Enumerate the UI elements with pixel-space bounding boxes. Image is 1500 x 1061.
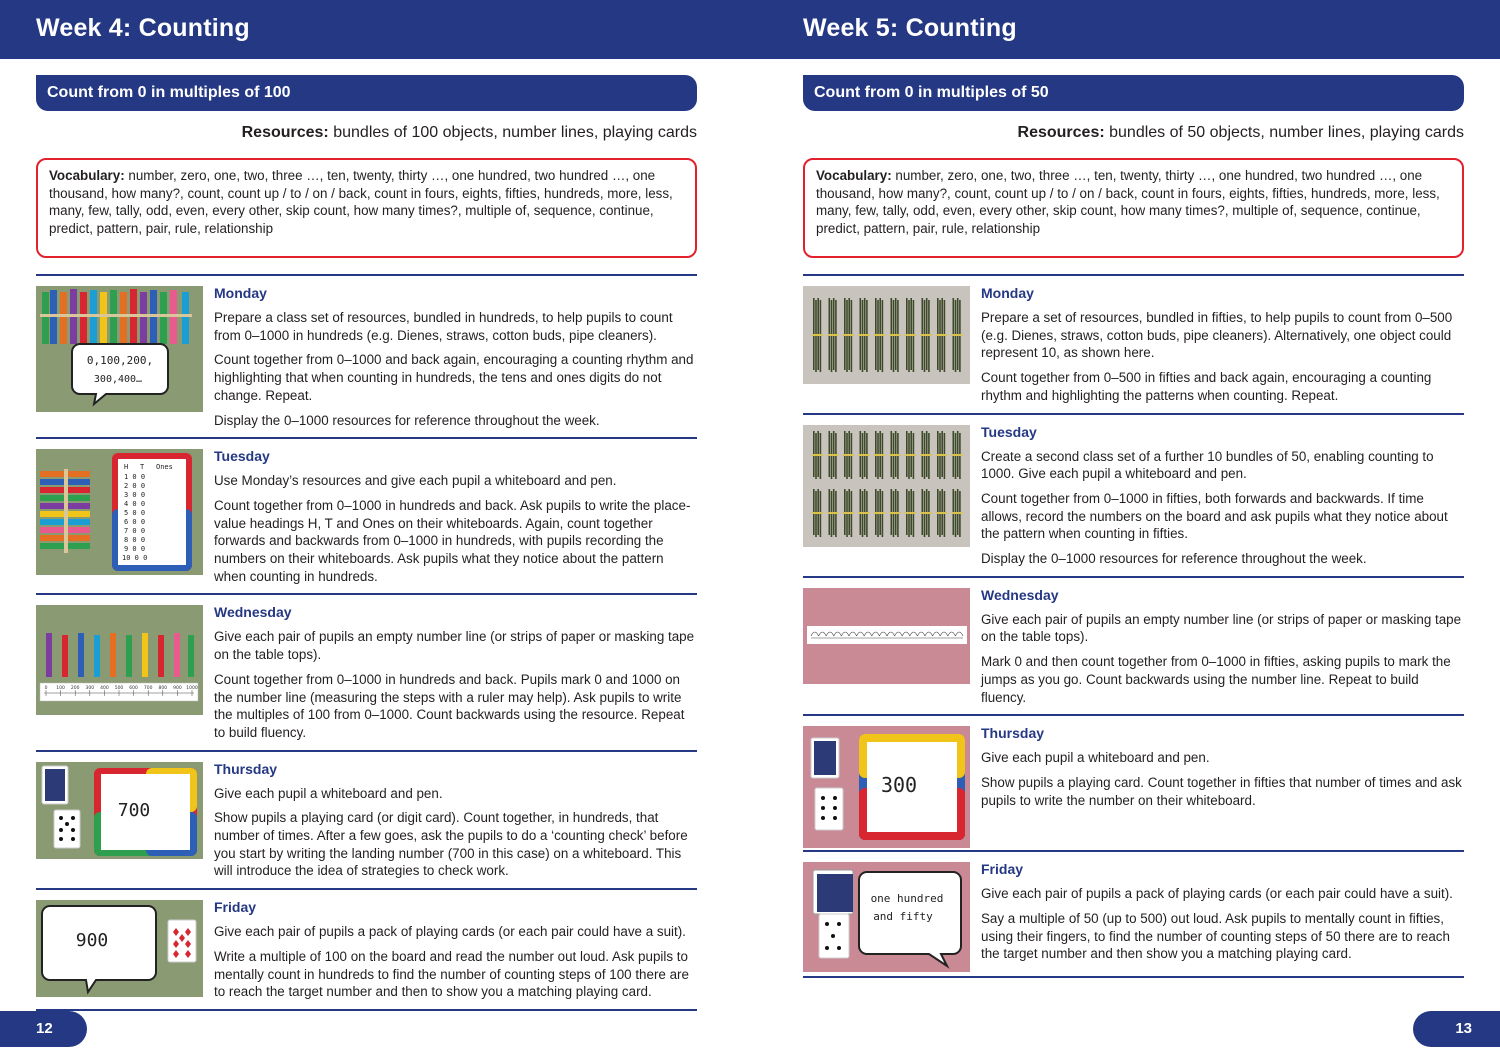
bundle-band [905,454,916,456]
day-paragraph: Prepare a set of resources, bundled in fifties, to help pupils to count from 0–500 (e.g. Dienes, straws, cotton buds, pipe cleaners). Alternatively, one object could represent 10, as shown here. [981,310,1453,361]
friday-photo [803,862,970,972]
day-text-friday [214,890,697,1009]
day-paragraph: Show pupils a playing card (or digit card). Count together, in hundreds, that number of times. After a few goes, ask the pupils to do a ‘counting check’ before you start by writing the landing number (700 in this case) on a whiteboard. This will introduce the idea of strategies to check work. [214,810,688,879]
resources-text: bundles of 50 objects, number lines, playing cards [1109,124,1464,141]
thursday-photo [36,762,203,859]
tuesday-header-h: H [124,463,129,472]
monday-photo [36,286,203,412]
tuesday-row: 7 0 0 [124,527,146,536]
day-section-thursday [36,752,697,891]
thursday-board-number: 300 [880,773,918,798]
bundle-band [874,454,885,456]
resources-line [803,123,1464,143]
resources-label: Resources: [241,124,329,141]
day-paragraph: Prepare a class set of resources, bundled in hundreds, to help pupils to count from 0–1000 in hundreds (e.g. Dienes, straws, cotton buds, pipe cleaners). [214,310,673,343]
bundle-band [890,512,901,514]
number-line-tick-label: 0 [44,686,48,692]
vocabulary-box [36,158,697,258]
day-text-monday [981,276,1464,413]
bundle-band [874,512,885,514]
bundle-band [921,334,932,336]
bundle-band [936,334,947,336]
tuesday-row: 5 0 0 [124,509,146,518]
day-section-thursday [803,716,1464,852]
tuesday-header-t: T [140,463,145,472]
resources-text: bundles of 100 objects, number lines, playing cards [333,124,697,141]
day-section-friday [803,852,1464,978]
friday-bubble-number: 900 [75,930,109,952]
day-text-thursday [981,716,1464,850]
bundle-band [921,512,932,514]
bundle-band [812,454,823,456]
tuesday-row: 8 0 0 [124,536,146,545]
bundles-photo [36,286,203,412]
whiteboard-cards-photo [803,726,970,848]
day-paragraph: Count together from 0–500 in fifties and back again, encouraging a counting rhythm and highlighting the patterns when counting. Repeat. [981,370,1432,403]
speech-bubble-card-photo [36,900,203,997]
day-heading: Monday [214,285,267,301]
day-heading: Friday [214,899,257,916]
number-line-tick-label: 500 [114,686,124,692]
number-line-tick-label: 800 [158,686,168,692]
day-paragraph: Write a multiple of 100 on the board and read the number out loud. Ask pupils to mentally count in hundreds to find the number of counting steps of 100 there are to reach the target number and then to show you a matching playing card. [214,948,689,1000]
day-paragraph: Give each pupil a whiteboard and pen. [214,785,443,801]
day-heading: Tuesday [214,448,270,465]
day-paragraph: Display the 0–1000 resources for reference throughout the week. [981,551,1367,567]
bundle-band [952,334,963,336]
day-text-monday [214,276,697,437]
left-page [36,59,697,1011]
thursday-photo [803,726,970,848]
number-line-tick-label: 900 [173,686,182,692]
monday-photo [803,286,970,384]
vocabulary-text: number, zero, one, two, three …, ten, twenty, thirty …, one hundred, two hundred …, one thousand, how many?, count, count up / to / on / back, count in fours, eights, fifties, hundreds, more, less, many, few, tally, odd, even, every other, skip count, how many times?, multiple of, sequence, continue, predict, pattern, pair, rule, relationship [49,168,673,237]
day-text-tuesday [214,439,697,593]
tuesday-photo [36,449,203,575]
whiteboard-cards-photo [36,762,203,859]
stick-bundles-two-rows-photo [803,425,970,547]
day-paragraph: Show pupils a playing card. Count together in fifties that number of times and ask pupils to write the number on their whiteboard. [981,774,1462,808]
vocabulary-label: Vocabulary: [816,168,892,183]
tuesday-row: 4 0 0 [124,500,146,509]
stick-bundles-photo [803,286,970,384]
day-paragraph: Say a multiple of 50 (up to 500) out loud. Ask pupils to mentally count in fifties, using their fingers, to find the number of counting steps of 50 there are to reach the target number and then show you a matching playing card. [981,910,1450,962]
tuesday-row: 6 0 0 [124,518,146,527]
vocabulary-label: Vocabulary: [49,168,125,183]
day-section-friday [36,890,697,1011]
header-bar [0,0,1500,59]
bundle-band [921,454,932,456]
day-text-wednesday [214,595,697,749]
day-section-wednesday [803,578,1464,717]
bundle-band [936,512,947,514]
day-section-monday [36,276,697,439]
bundle-band [843,512,854,514]
day-paragraph: Count together from 0–1000 in fifties, both forwards and backwards. If time allows, record the numbers on the board and ask pupils what they notice about the pattern when counting in fifties. [981,490,1448,542]
page-number-right: 13 [1413,1011,1500,1047]
week-4-title: Week 4: Counting [36,14,250,42]
tuesday-photo [803,425,970,547]
bundle-band [859,454,870,456]
day-paragraph: Mark 0 and then count together from 0–1000 in fifties, asking pupils to mark the jumps as you go. Count backwards using the number line. Repeat to build fluency. [981,654,1451,705]
day-paragraph: Count together from 0–1000 in hundreds and back. Pupils mark 0 and 1000 on the number line (measuring the steps with a ruler may help). Ask pupils to write the multiples of 100 from 0–1000. Count backwards using the resource. Repeat to build fluency. [214,671,685,740]
tuesday-row: 10 0 0 [122,554,148,563]
thursday-board-number: 700 [117,799,151,821]
number-line-tick-label: 700 [143,686,153,692]
week-5-title: Week 5: Counting [803,14,1017,42]
number-line-tick-label: 400 [100,686,109,692]
day-heading: Friday [981,861,1024,878]
speech-bubble-cards-photo [803,862,970,972]
day-heading: Wednesday [214,604,292,621]
bundle-band [859,334,870,336]
bundle-band [828,334,839,336]
bundle-band [905,334,916,336]
day-section-wednesday [36,595,697,751]
bundle-band [874,334,885,336]
place-value-board-photo [36,449,203,575]
day-paragraph: Use Monday’s resources and give each pupil a whiteboard and pen. [214,473,617,489]
tuesday-row: 2 0 0 [124,482,146,491]
day-paragraph: Give each pair of pupils a pack of playing cards (or each pair could have a suit). [981,886,1453,902]
tuesday-row: 1 0 0 [124,473,146,482]
day-paragraph: Count together from 0–1000 in hundreds and back. Ask pupils to write the place-value headings H, T and Ones on their whiteboards. Again, count together forwards and backwards from 0–1000 in hundreds, with pupils recording the numbers on their whiteboards. Ask pupils what they notice about the pattern when counting in hundreds. [214,497,691,584]
wednesday-photo [36,605,203,715]
day-section-tuesday [36,439,697,595]
resources-label: Resources: [1017,124,1105,141]
day-heading: Thursday [981,725,1045,742]
right-page [803,59,1464,978]
day-list [803,274,1464,978]
bundle-band [843,454,854,456]
bundle-band [843,334,854,336]
day-paragraph: Count together from 0–1000 and back again, encouraging a counting rhythm and highlighting that when counting in hundreds, the tens and ones digits do not change. Repeat. [214,352,694,403]
day-section-monday [803,276,1464,415]
bundle-band [828,454,839,456]
day-paragraph: Display the 0–1000 resources for reference throughout the week. [214,412,600,428]
day-paragraph: Give each pair of pupils a pack of playing cards (or each pair could have a suit). [214,924,686,940]
objective-banner: Count from 0 in multiples of 50 [803,75,1464,111]
number-line-tick-label: 300 [85,686,95,692]
day-heading: Monday [981,285,1034,301]
day-text-wednesday [981,578,1464,715]
monday-bubble-line1: 0,100,200, [86,354,154,367]
bundle-band [952,512,963,514]
number-line-tick-label: 200 [70,686,80,692]
number-line-tick-label: 100 [56,686,65,692]
number-line-tick-label: 600 [129,686,138,692]
tuesday-row: 9 0 0 [124,545,146,554]
bundle-band [952,454,963,456]
vocabulary-box [803,158,1464,258]
day-text-friday [981,852,1464,976]
bundle-band [812,512,823,514]
day-paragraph: Give each pair of pupils an empty number line (or strips of paper or masking tape on the table tops). [214,629,695,663]
bundle-band [859,512,870,514]
day-heading: Thursday [214,760,278,777]
wednesday-photo [803,588,970,684]
bundle-band [890,334,901,336]
day-list [36,274,697,1011]
tuesday-header-ones: Ones [156,463,173,472]
resources-line [36,123,697,143]
bundle-band [936,454,947,456]
day-section-tuesday [803,415,1464,578]
objective-banner: Count from 0 in multiples of 100 [36,75,697,111]
vocabulary-text: number, zero, one, two, three …, ten, twenty, thirty …, one hundred, two hundred …, one thousand, how many?, count, count up / to / on / back, count in fours, eights, fifties, hundreds, more, less, many, few, tally, odd, even, every other, skip count, how many times?, multiple of, sequence, continue, predict, pattern, pair, rule, relationship [816,168,1440,237]
day-paragraph: Give each pair of pupils an empty number line (or strips of paper or masking tape on the table tops). [981,611,1462,645]
monday-bubble-line2: 300,400… [93,374,143,385]
bundle-band [812,334,823,336]
day-paragraph: Create a second class set of a further 10 bundles of 50, enabling counting to 1000. Give each pupil a whiteboard and pen. [981,448,1434,482]
day-paragraph: Give each pupil a whiteboard and pen. [981,750,1210,766]
friday-photo [36,900,203,997]
bundle-band [905,512,916,514]
day-text-tuesday [981,415,1464,576]
friday-bubble-line2: and fifty [873,910,933,924]
day-text-thursday [214,752,697,889]
day-heading: Tuesday [981,423,1037,440]
page-number-left: 12 [0,1011,87,1047]
day-heading: Wednesday [981,586,1059,603]
bundle-band [828,512,839,514]
friday-bubble-line1: one hundred [870,892,944,906]
number-line-photo [36,605,203,715]
bundle-band [890,454,901,456]
tuesday-row: 3 0 0 [124,491,146,500]
jump-number-line-photo [803,588,970,684]
number-line-tick-label: 1000 [186,686,198,692]
